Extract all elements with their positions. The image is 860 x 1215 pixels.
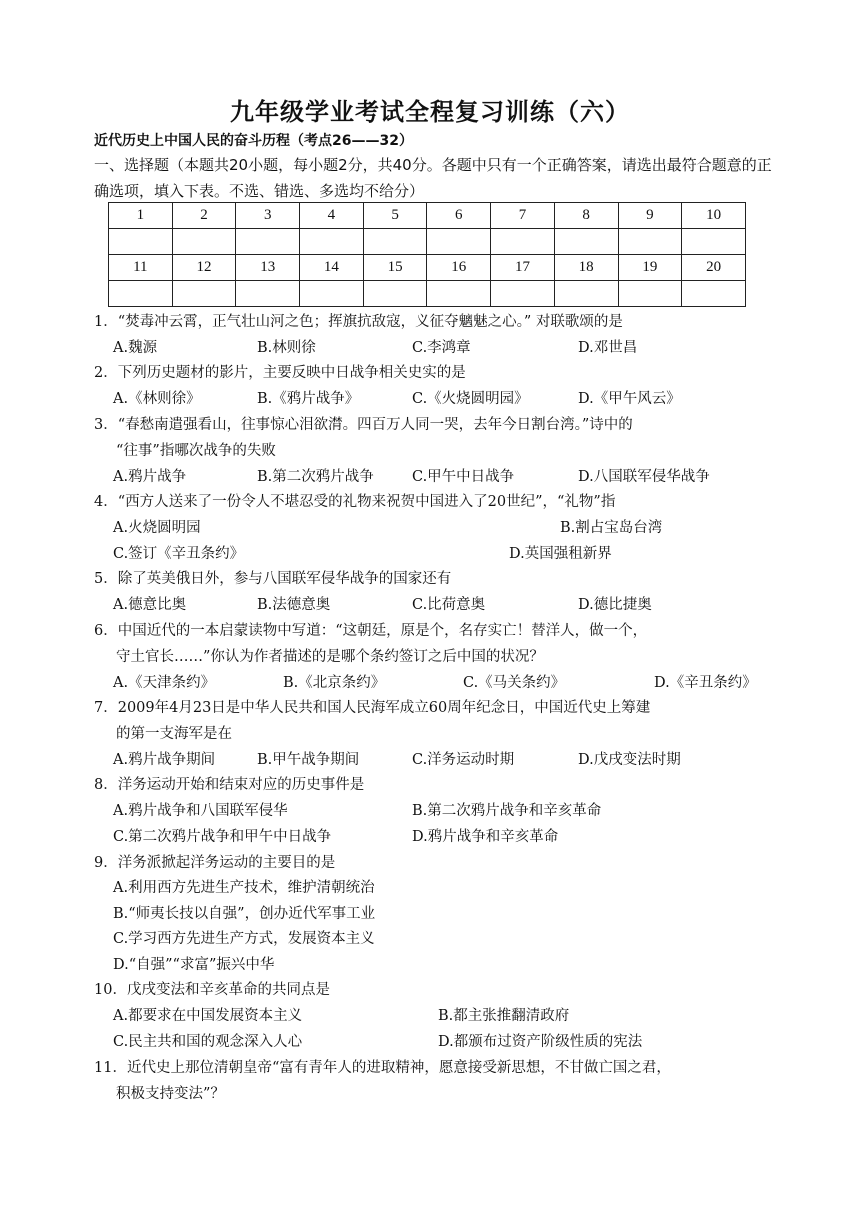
question-stem: 2．下列历史题材的影片，主要反映中日战争相关史实的是 xyxy=(94,365,466,381)
answer-blank[interactable] xyxy=(427,281,491,307)
answer-blank[interactable] xyxy=(554,281,618,307)
option: D.戊戌变法时期 xyxy=(578,752,681,768)
answer-blank[interactable] xyxy=(109,281,173,307)
answer-number: 17 xyxy=(491,255,555,281)
answer-number: 16 xyxy=(427,255,491,281)
answer-number: 14 xyxy=(300,255,364,281)
answer-number: 13 xyxy=(236,255,300,281)
answer-blank[interactable] xyxy=(300,229,364,255)
option: B.第二次鸦片战争和辛亥革命 xyxy=(412,803,602,819)
option: C.第二次鸦片战争和甲午中日战争 xyxy=(113,829,332,845)
answer-blank[interactable] xyxy=(172,229,236,255)
question-stem-cont: 守土官长……”你认为作者描述的是哪个条约签订之后中国的状况？ xyxy=(116,649,544,665)
page-title: 九年级学业考试全程复习训练（六） xyxy=(230,98,630,126)
question-stem: 1．“焚毒冲云霄，正气壮山河之色；挥旗抗敌寇，义征夺魑魅之心。” 对联歌颂的是 xyxy=(94,314,623,330)
option: B.“师夷长技以自强”，创办近代军事工业 xyxy=(113,906,376,922)
answer-number: 15 xyxy=(363,255,427,281)
option: D.鸦片战争和辛亥革命 xyxy=(412,829,559,845)
option: B.割占宝岛台湾 xyxy=(560,520,663,536)
answer-blank[interactable] xyxy=(300,281,364,307)
answer-blank[interactable] xyxy=(491,281,555,307)
option: C.李鸿章 xyxy=(412,340,471,356)
option: A.《林则徐》 xyxy=(113,391,201,407)
answer-number: 1 xyxy=(109,203,173,229)
answer-number: 2 xyxy=(172,203,236,229)
option: A.鸦片战争和八国联军侵华 xyxy=(113,803,288,819)
answer-number: 4 xyxy=(300,203,364,229)
question-stem-cont: 的第一支海军是在 xyxy=(116,726,232,742)
option: D.德比捷奥 xyxy=(578,597,652,613)
option: D.都颁布过资产阶级性质的宪法 xyxy=(438,1034,643,1050)
option: D.“自强”“求富”振兴中华 xyxy=(113,957,275,973)
answer-blank[interactable] xyxy=(363,229,427,255)
option: A.德意比奥 xyxy=(113,597,187,613)
answer-number: 8 xyxy=(554,203,618,229)
answer-number: 3 xyxy=(236,203,300,229)
question-stem: 8．洋务运动开始和结束对应的历史事件是 xyxy=(94,777,365,793)
option: B.《北京条约》 xyxy=(283,675,386,691)
answer-number: 9 xyxy=(618,203,682,229)
unit-subtitle: 近代历史上中国人民的奋斗历程（考点26——32） xyxy=(94,133,413,149)
question-stem: 9．洋务派掀起洋务运动的主要目的是 xyxy=(94,855,336,871)
answer-blank[interactable] xyxy=(363,281,427,307)
answer-blank[interactable] xyxy=(236,229,300,255)
answer-number: 11 xyxy=(109,255,173,281)
answer-blank[interactable] xyxy=(682,229,746,255)
option: C.《马关条约》 xyxy=(463,675,566,691)
option: A.火烧圆明园 xyxy=(113,520,201,536)
option: A.《天津条约》 xyxy=(113,675,216,691)
option: C.签订《辛丑条约》 xyxy=(113,546,245,562)
option: C.洋务运动时期 xyxy=(412,752,515,768)
option: D.《辛丑条约》 xyxy=(654,675,757,691)
answer-number: 19 xyxy=(618,255,682,281)
option: B.林则徐 xyxy=(257,340,316,356)
answer-number-row xyxy=(109,203,746,229)
option: C.学习西方先进生产方式，发展资本主义 xyxy=(113,931,375,947)
question-stem-cont: 积极支持变法”？ xyxy=(116,1086,225,1102)
answer-blank[interactable] xyxy=(491,229,555,255)
question-stem: 6．中国近代的一本启蒙读物中写道：“这朝廷，原是个，名存实亡！替洋人，做一个， xyxy=(94,623,648,639)
question-stem: 5．除了英美俄日外，参与八国联军侵华战争的国家还有 xyxy=(94,571,452,587)
question-stem: 4．“西方人送来了一份令人不堪忍受的礼物来祝贺中国进入了20世纪”，“礼物”指 xyxy=(94,494,616,510)
answer-number: 20 xyxy=(682,255,746,281)
question-stem: 11．近代史上那位清朝皇帝“富有青年人的进取精神，愿意接受新思想，不甘做亡国之君， xyxy=(94,1060,671,1076)
answer-blank[interactable] xyxy=(682,281,746,307)
answer-number: 12 xyxy=(172,255,236,281)
option: B.《鸦片战争》 xyxy=(257,391,360,407)
option: C.《火烧圆明园》 xyxy=(412,391,529,407)
option: D.英国强租新界 xyxy=(509,546,612,562)
option: D.邓世昌 xyxy=(578,340,638,356)
option: A.利用西方先进生产技术，维护清朝统治 xyxy=(113,880,375,896)
answer-blank-row xyxy=(109,281,746,307)
option: B.法德意奥 xyxy=(257,597,331,613)
option: B.第二次鸦片战争 xyxy=(257,469,374,485)
answer-blank[interactable] xyxy=(172,281,236,307)
option: D.八国联军侵华战争 xyxy=(578,469,710,485)
answer-number: 6 xyxy=(427,203,491,229)
question-stem-cont: “往事”指哪次战争的失败 xyxy=(116,443,276,459)
option: A.魏源 xyxy=(113,340,158,356)
answer-blank[interactable] xyxy=(109,229,173,255)
answer-number: 18 xyxy=(554,255,618,281)
question-stem: 10．戊戌变法和辛亥革命的共同点是 xyxy=(94,982,330,998)
option: B.都主张推翻清政府 xyxy=(438,1008,570,1024)
answer-number: 5 xyxy=(363,203,427,229)
answer-number: 7 xyxy=(491,203,555,229)
answer-table xyxy=(108,202,746,307)
answer-blank[interactable] xyxy=(618,281,682,307)
answer-blank-row xyxy=(109,229,746,255)
answer-number: 10 xyxy=(682,203,746,229)
option: A.鸦片战争 xyxy=(113,469,187,485)
option: A.鸦片战争期间 xyxy=(113,752,216,768)
answer-blank[interactable] xyxy=(618,229,682,255)
answer-number-row xyxy=(109,255,746,281)
question-stem: 3．“春愁南遣强看山，往事惊心泪欲潸。四百万人同一哭，去年今日割台湾。”诗中的 xyxy=(94,417,633,433)
answer-blank[interactable] xyxy=(236,281,300,307)
section-heading: 一、选择题（本题共20小题，每小题2分，共40分。各题中只有一个正确答案，请选出最符合题意的正确选项，填入下表。不选、错选、多选均不给分） xyxy=(94,156,772,200)
question-stem: 7．2009年4月23日是中华人民共和国人民海军成立60周年纪念日，中国近代史上筹建 xyxy=(94,700,651,716)
option: C.甲午中日战争 xyxy=(412,469,515,485)
option: C.民主共和国的观念深入人心 xyxy=(113,1034,303,1050)
answer-blank[interactable] xyxy=(554,229,618,255)
option: D.《甲午风云》 xyxy=(578,391,681,407)
option: C.比荷意奥 xyxy=(412,597,486,613)
answer-blank[interactable] xyxy=(427,229,491,255)
option: B.甲午战争期间 xyxy=(257,752,360,768)
option: A.都要求在中国发展资本主义 xyxy=(113,1008,303,1024)
